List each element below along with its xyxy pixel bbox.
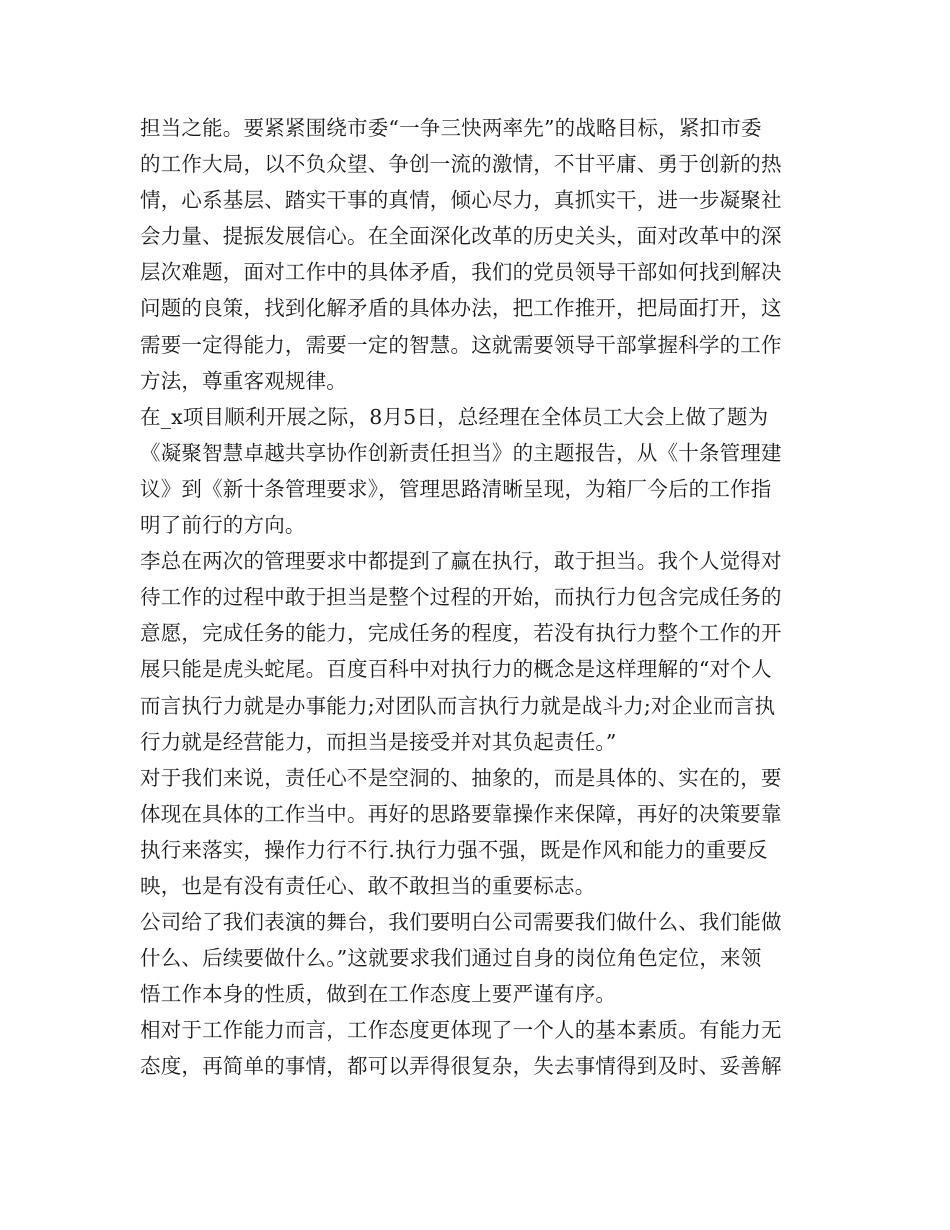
paragraph-4 bbox=[140, 760, 820, 904]
text-line: 对于我们来说，责任心不是空洞的、抽象的，而是具体的、实在的，要 bbox=[140, 765, 782, 790]
text-line: 映，也是有没有责任心、敢不敢担当的重要标志。 bbox=[140, 873, 596, 898]
text-line: 层次难题，面对工作中的具体矛盾，我们的党员领导干部如何找到解决 bbox=[140, 260, 782, 285]
text-line: 方法，尊重客观规律。 bbox=[140, 368, 347, 393]
text-line: 行力就是经营能力，而担当是接受并对其负起责任。” bbox=[140, 729, 617, 754]
text-line: 什么、后续要做什么。”这就要求我们通过自身的岗位角色定位，来领 bbox=[140, 946, 762, 971]
text-line: 相对于工作能力而言，工作态度更体现了一个人的基本素质。有能力无 bbox=[140, 1018, 782, 1043]
text-line: 体现在具体的工作当中。再好的思路要靠操作来保障，再好的决策要靠 bbox=[140, 801, 782, 826]
text-line: 在_x项目顺利开展之际，8月5日，总经理在全体员工大会上做了题为 bbox=[140, 404, 769, 429]
document-body bbox=[140, 110, 820, 1085]
text-line: 会力量、提振发展信心。在全面深化改革的历史关头，面对改革中的深 bbox=[140, 224, 782, 249]
text-line: 公司给了我们表演的舞台，我们要明白公司需要我们做什么、我们能做 bbox=[140, 910, 782, 935]
paragraph-6 bbox=[140, 1012, 820, 1084]
text-line: 执行来落实，操作力行不行.执行力强不强，既是作风和能力的重要反 bbox=[140, 837, 768, 862]
paragraph-2 bbox=[140, 399, 820, 543]
text-line: 悟工作本身的性质，做到在工作态度上要严谨有序。 bbox=[140, 982, 617, 1007]
text-line: 意愿，完成任务的能力，完成任务的程度，若没有执行力整个工作的开 bbox=[140, 621, 782, 646]
text-line: 《凝聚智慧卓越共享协作创新责任担当》的主题报告，从《十条管理建 bbox=[140, 440, 782, 465]
text-line: 议》到《新十条管理要求》，管理思路清晰呈现，为箱厂今后的工作指 bbox=[140, 476, 772, 501]
text-line: 需要一定得能力，需要一定的智慧。这就需要领导干部掌握科学的工作 bbox=[140, 332, 782, 357]
paragraph-1 bbox=[140, 110, 820, 399]
paragraph-3 bbox=[140, 543, 820, 760]
text-line: 展只能是虎头蛇尾。百度百科中对执行力的概念是这样理解的“对个人 bbox=[140, 657, 772, 682]
text-line: 问题的良策，找到化解矛盾的具体办法，把工作推开，把局面打开，这 bbox=[140, 296, 782, 321]
text-line: 待工作的过程中敢于担当是整个过程的开始，而执行力包含完成任务的 bbox=[140, 585, 782, 610]
text-line: 李总在两次的管理要求中都提到了赢在执行，敢于担当。我个人觉得对 bbox=[140, 549, 782, 574]
text-line: 态度，再简单的事情，都可以弄得很复杂，失去事情得到及时、妥善解 bbox=[140, 1054, 782, 1079]
paragraph-5 bbox=[140, 904, 820, 1012]
text-line: 情，心系基层、踏实干事的真情，倾心尽力，真抓实干，进一步凝聚社 bbox=[140, 188, 782, 213]
text-line: 而言执行力就是办事能力;对团队而言执行力就是战斗力;对企业而言执 bbox=[140, 693, 776, 718]
text-line: 担当之能。要紧紧围绕市委“一争三快两率先”的战略目标，紧扣市委 bbox=[140, 116, 762, 140]
text-line: 的工作大局，以不负众望、争创一流的激情，不甘平庸、勇于创新的热 bbox=[140, 152, 782, 177]
text-line: 明了前行的方向。 bbox=[140, 513, 306, 538]
